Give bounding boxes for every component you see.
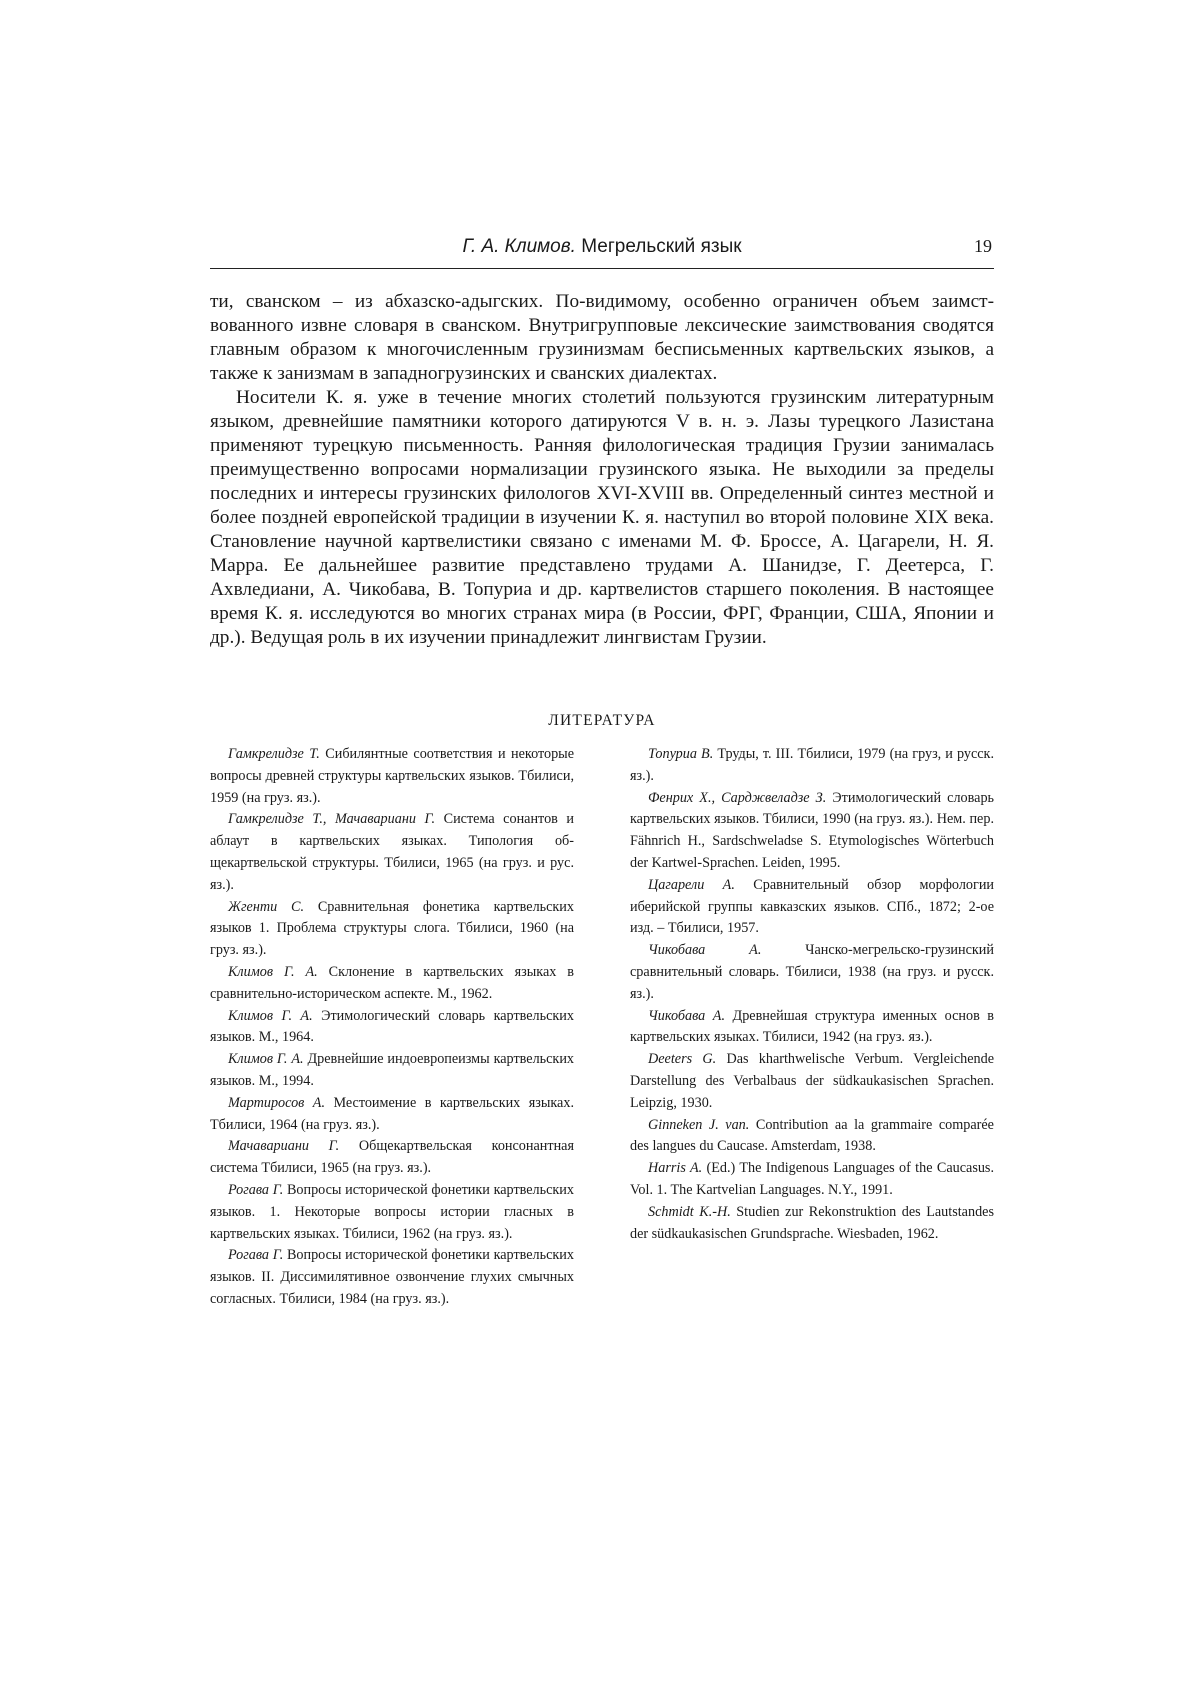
bibliography-text: Studien zur Rekonstruktion des Lautstandes der südkaukasischen Grundsprache. Wiesbaden, 1962. bbox=[630, 1203, 994, 1242]
bibliography-text: Das kharthwelische Verbum. Vergleichende Darstellung des Verbalbaus der südkaukasischen Sprachen. Leipzig, 1930. bbox=[630, 1051, 995, 1111]
bibliography-entry bbox=[630, 940, 994, 1005]
bibliography-text: Древнейшая структура именных основ в картвельских языках. Тбилиси, 1942 (на груз. яз.). bbox=[630, 1007, 994, 1046]
literature-heading: ЛИТЕРАТУРА bbox=[548, 712, 656, 729]
bibliography-author: Климов Г. А. bbox=[228, 1007, 313, 1024]
bibliography-entry bbox=[210, 1049, 574, 1093]
bibliography-author: Рогава Г. bbox=[228, 1247, 284, 1264]
bibliography-author: Климов Г. А. bbox=[228, 963, 318, 980]
bibliography-text: Древнейшие индоевропеизмы картвельских языков. М., 1994. bbox=[210, 1051, 575, 1089]
bibliography-text: Contribution aa la grammaire comparée des langues du Caucase. Amsterdam, 1938. bbox=[630, 1116, 994, 1155]
bibliography-entry bbox=[630, 744, 994, 788]
bibliography-entry bbox=[630, 1115, 994, 1159]
bibliography-author: Мартиросов А. bbox=[228, 1094, 325, 1111]
body-paragraph: ти, сванском – из абхазско-адыгских. По-видимому, особенно ограничен объем заимствованного извне словаря в сванском. Внутригрупповые лексические заимствования сводятся главным образом к многочисленным грузинизмам бесписьменных картвельских языков, а также к занизмам в западногрузинских и сванских диалектах. bbox=[210, 291, 994, 384]
bibliography-entry bbox=[210, 1136, 574, 1180]
bibliography-entry bbox=[210, 897, 574, 962]
article-body bbox=[210, 290, 994, 650]
bibliography-entry bbox=[210, 1180, 574, 1245]
header-author: Г. А. Климов. bbox=[462, 236, 576, 257]
bibliography-text: Сравнительный обзор морфологии иберийской группы кавказских языков. СПб., 1872; 2-ое изд. – Тбилиси, 1957. bbox=[630, 876, 995, 937]
bibliography-author: Цагарели А. bbox=[648, 876, 735, 893]
running-title bbox=[210, 236, 994, 258]
bibliography-text: Труды, т. III. Тбилиси, 1979 (на груз, и русск. яз.). bbox=[630, 746, 994, 784]
bibliography-author: Deeters G. bbox=[648, 1051, 717, 1068]
bibliography-right-column bbox=[630, 744, 994, 1245]
bibliography-entry bbox=[210, 1006, 574, 1050]
bibliography-author: Harris A. bbox=[648, 1160, 703, 1177]
bibliography-text: Система сонантов и аблаут в картвельских языках. Типология общекартвельской структуры. Тбилиси, 1965 (на груз. и рус. яз.). bbox=[210, 811, 574, 893]
bibliography-author: Schmidt K.-H. bbox=[648, 1203, 731, 1220]
bibliography-entry bbox=[630, 875, 994, 940]
bibliography-author: Гамкрелидзе Т., Мачавариани Г. bbox=[228, 811, 436, 828]
bibliography-text: Местоимение в картвельских языках. Тбилиси, 1964 (на груз. яз.). bbox=[210, 1094, 574, 1133]
bibliography-entry bbox=[630, 1158, 994, 1202]
bibliography-entry bbox=[630, 1049, 994, 1114]
bibliography-entry bbox=[210, 1245, 574, 1310]
bibliography-entry bbox=[630, 1202, 994, 1246]
page-number: 19 bbox=[974, 236, 992, 256]
bibliography-text: Этимологический словарь картвельских языков. Тбилиси, 1990 (на груз. яз.). Нем. пер. Fähnrich H., Sardschweladse S. Etymologisches Wörterbuch der Kartwel-Sprachen. Leiden, 1995. bbox=[630, 789, 995, 871]
bibliography-left-column bbox=[210, 744, 574, 1311]
bibliography-author: Климов Г. А. bbox=[228, 1051, 304, 1068]
bibliography-entry bbox=[210, 1093, 574, 1137]
bibliography-text: Сибилянтные соответствия и некоторые вопросы древней структуры картвельских языков. Тбилиси, 1959 (на груз. яз.). bbox=[210, 746, 575, 806]
header-title: Мегрельский язык bbox=[581, 236, 742, 257]
bibliography-entry bbox=[630, 1006, 994, 1050]
bibliography-entry bbox=[210, 962, 574, 1006]
bibliography-author: Жгенти С. bbox=[228, 898, 305, 915]
bibliography-author: Гамкрелидзе Т. bbox=[228, 746, 320, 762]
bibliography-author: Фенрих X., Сарджвеладзе З. bbox=[648, 789, 827, 806]
bibliography-entry bbox=[210, 744, 574, 809]
running-header bbox=[210, 232, 994, 269]
bibliography-entry bbox=[630, 788, 994, 875]
bibliography-text: Вопросы исторической фонетики картвельских языков. II. Диссимилятивное озвончение глухих смычных согласных. Тбилиси, 1984 (на груз. яз.). bbox=[210, 1247, 574, 1307]
bibliography-text: Сравнительная фонетика картвельских языков 1. Проблема структуры слога. Тбилиси, 1960 (на груз. яз.). bbox=[210, 898, 574, 959]
bibliography-author: Рогава Г. bbox=[228, 1181, 284, 1198]
bibliography-author: Мачавариани Г. bbox=[228, 1138, 340, 1155]
bibliography-text: Этимологический словарь картвельских языков. М., 1964. bbox=[210, 1007, 574, 1046]
bibliography-text: (Ed.) The Indigenous Languages of the Caucasus. Vol. 1. The Kartvelian Languages. N.Y., 1991. bbox=[630, 1160, 994, 1198]
bibliography-text: Склонение в картвельских языках в сравнительно-историческом аспекте. М., 1962. bbox=[210, 963, 575, 1002]
bibliography-author: Ginneken J. van. bbox=[648, 1116, 750, 1133]
bibliography-author: Топуриа В. bbox=[648, 746, 714, 762]
bibliography-author: Чикобава А. bbox=[648, 942, 762, 959]
body-paragraph: Носители К. я. уже в течение многих столетий пользуются грузинским литературным языком, древнейшие памятники которого датируются V в. н. э. Лазы турецкого Лазистана применяют турецкую письменность. Ранняя филологическая традиция Грузии занималась преимущественно вопросами нормализации грузинского языка. Не выходили за пределы последних и интересы грузинских филологов XVI-XVIII вв. Определенный синтез местной и более поздней европейской традиции в изучении К. я. наступил во второй половине XIX века. Становление научной картвелистики связано с именами М. Ф. Броссе, А. Цагарели, Н. Я. Марра. Ее дальнейшее развитие представлено трудами А. Шанидзе, Г. Деетерса, Г. Ахвледиани, А. Чикобава, В. Топуриа и др. картвелистов старшего поколения. В настоящее время К. я. исследуются во многих странах мира (в России, ФРГ, Франции, США, Японии и др.). Ведущая роль в их изучении принадлежит лингвистам Грузии. bbox=[210, 387, 994, 648]
bibliography-text: Чанско-мегрельско-грузинский сравнительный словарь. Тбилиси, 1938 (на груз. и русск. яз.). bbox=[630, 942, 994, 1002]
bibliography-text: Вопросы исторической фонетики картвельских языков. 1. Некоторые вопросы истории гласных в картвельских языках. Тбилиси, 1962 (на груз. яз.). bbox=[210, 1181, 574, 1242]
bibliography-text: Общекартвельская консонантная система Тбилиси, 1965 (на груз. яз.). bbox=[210, 1138, 574, 1177]
bibliography-entry bbox=[210, 809, 574, 896]
bibliography-author: Чикобава А. bbox=[648, 1007, 725, 1024]
